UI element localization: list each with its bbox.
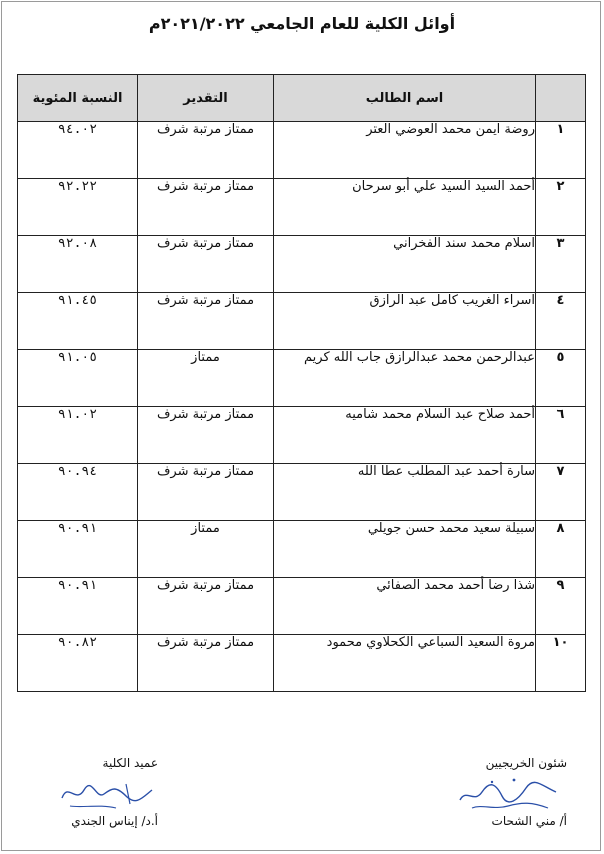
student-name: مروة السعيد السباعي الكحلاوي محمود (274, 635, 536, 692)
student-grade: ممتاز مرتبة شرف (138, 407, 274, 464)
dean-signature-block (56, 756, 158, 828)
row-index: ٢ (536, 179, 586, 236)
student-grade: ممتاز مرتبة شرف (138, 635, 274, 692)
table-row (18, 293, 586, 350)
graduate-affairs-signature-block (452, 756, 567, 828)
header-grade: التقدير (138, 75, 274, 122)
student-percent: ٩٢.٠٨ (18, 236, 138, 293)
student-name: شذا رضا أحمد محمد الصفائي (274, 578, 536, 635)
student-grade: ممتاز مرتبة شرف (138, 464, 274, 521)
student-grade: ممتاز (138, 350, 274, 407)
student-grade: ممتاز مرتبة شرف (138, 236, 274, 293)
student-percent: ٩١.٤٥ (18, 293, 138, 350)
student-name: اسلام محمد سند الفخراني (274, 236, 536, 293)
row-index: ٧ (536, 464, 586, 521)
student-percent: ٩١.٠٢ (18, 407, 138, 464)
page-title: أوائل الكلية للعام الجامعي ٢٠٢١/٢٠٢٢م (148, 14, 456, 33)
table-row (18, 635, 586, 692)
student-name: روضة ايمن محمد العوضي العتر (274, 122, 536, 179)
student-name: عبدالرحمن محمد عبدالرازق جاب الله كريم (274, 350, 536, 407)
table-row (18, 122, 586, 179)
student-name: أحمد السيد السيد علي أبو سرحان (274, 179, 536, 236)
signature-label: عميد الكلية (102, 756, 158, 770)
table-row (18, 521, 586, 578)
table-row (18, 578, 586, 635)
student-grade: ممتاز مرتبة شرف (138, 293, 274, 350)
signature-label: شئون الخريجيين (485, 756, 567, 770)
signature-name: أ.د/ إيناس الجندي (71, 814, 158, 828)
signature-name: أ/ مني الشحات (491, 814, 567, 828)
row-index: ٩ (536, 578, 586, 635)
student-grade: ممتاز (138, 521, 274, 578)
table-row (18, 350, 586, 407)
student-percent: ٩٠.٩١ (18, 578, 138, 635)
row-index: ٤ (536, 293, 586, 350)
student-name: اسراء الغريب كامل عبد الرازق (274, 293, 536, 350)
student-name: سارة أحمد عبد المطلب عطا الله (274, 464, 536, 521)
row-index: ٥ (536, 350, 586, 407)
row-index: ١٠ (536, 635, 586, 692)
student-grade: ممتاز مرتبة شرف (138, 122, 274, 179)
table-row (18, 236, 586, 293)
student-percent: ٩٠.٨٢ (18, 635, 138, 692)
header-student-name: اسم الطالب (274, 75, 536, 122)
table-row (18, 179, 586, 236)
student-grade: ممتاز مرتبة شرف (138, 179, 274, 236)
table-row (18, 464, 586, 521)
honors-table (17, 74, 586, 692)
header-percent: النسبة المئوية (18, 75, 138, 122)
header-index (536, 75, 586, 122)
student-name: أحمد صلاح عبد السلام محمد شاميه (274, 407, 536, 464)
table-header-row (18, 75, 586, 122)
row-index: ٨ (536, 521, 586, 578)
student-name: سبيلة سعيد محمد حسن جويلي (274, 521, 536, 578)
row-index: ٦ (536, 407, 586, 464)
handwritten-signature-icon (452, 770, 567, 814)
table-row (18, 407, 586, 464)
student-percent: ٩٢.٢٢ (18, 179, 138, 236)
student-percent: ٩٤.٠٢ (18, 122, 138, 179)
student-percent: ٩٠.٩٤ (18, 464, 138, 521)
handwritten-signature-icon (56, 770, 158, 814)
student-grade: ممتاز مرتبة شرف (138, 578, 274, 635)
row-index: ١ (536, 122, 586, 179)
student-percent: ٩١.٠٥ (18, 350, 138, 407)
student-percent: ٩٠.٩١ (18, 521, 138, 578)
row-index: ٣ (536, 236, 586, 293)
